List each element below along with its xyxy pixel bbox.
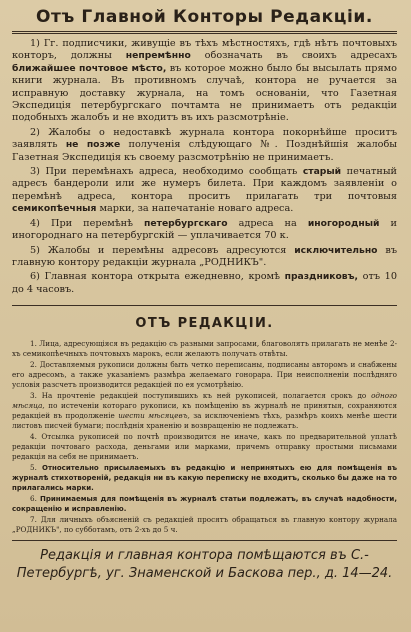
editorial-item: 5. Относительно присылаемыхъ въ редакцію и непринятыхъ ею для помѣщенія въ журналѣ стихотвореній, редакція ни въ какую переписку не входитъ, сколько бы даже на то прилагались марки.	[12, 463, 397, 493]
footer-divider	[12, 540, 397, 541]
editorial-item: 2. Доставляемыя рукописи должны быть четко переписаны, подписаны авторомъ и снабжены его адресомъ, а также указаніемъ размѣра желаемаго гонорара. При неисполненіи послѣдняго условія разсчетъ производится редакціей по ея усмотрѣнію.	[12, 360, 397, 390]
main-notices	[12, 38, 397, 296]
editorial-item: 3. На прочтеніе редакціей поступившихъ къ ней рукописей, полагается срокъ до одного мѣсяца, по истеченіи котораго рукописи, къ помѣщенію въ журналѣ не принятыя, сохраняются редакціей въ продолженіе шести мѣсяцевъ, за исключеніемъ тѣхъ, размѣръ коихъ менѣе шести листовъ писчей бумаги; послѣднія храненію и возвращенію не подлежатъ.	[12, 391, 398, 431]
notice-item: 3) При перемѣнахъ адреса, необходимо сообщать старый печатный адресъ бандероли или же нумеръ билета. При каждомъ заявленіи о перемѣнѣ адреса, контора проситъ прилагать три почтовыя семикопѣечныя марки, за напечатаніе новаго адреса.	[12, 166, 397, 215]
editorial-item: 4. Отсылка рукописей по почтѣ производится не иначе, какъ по предварительной уплатѣ редакціи почтоваго расхода, деньгами или марками, причемъ отправку простыми письмами редакція на себя не принимаетъ.	[12, 432, 397, 462]
notice-item: 2) Жалобы о недоставкѣ журнала контора покорнѣйше проситъ заявлять не позже полученія слѣдующаго №. Позднѣйшія жалобы Газетная Экспедиція къ своему разсмотрѣнію не принимаетъ.	[12, 126, 397, 163]
title-rule	[12, 31, 397, 32]
editorial-notices	[12, 339, 397, 535]
notice-item: 6) Главная контора открыта ежедневно, кромѣ праздниковъ, отъ 10 до 4 часовъ.	[12, 271, 398, 295]
section-title: ОТЪ РЕДАКЦІИ.	[135, 316, 274, 332]
footer-address: Редакція и главная контора помѣщаются въ С.-Петербургѣ, уг. Знаменской и Баскова пер., д. 14—24.	[16, 548, 393, 582]
editorial-item: 1. Лица, адресующіяся въ редакцію съ разными запросами, благоволятъ прилагать не менѣе 2-хъ семикопѣечныхъ почтовыхъ марокъ, если желаютъ получать отвѣты.	[12, 339, 397, 359]
editorial-item: 7. Для личныхъ объясненій съ редакціей просятъ обращаться въ главную контору журнала „РОДНИКЪ", по субботамъ, отъ 2-хъ до 5 ч.	[12, 515, 397, 535]
section-divider	[12, 305, 397, 306]
notice-item: 1) Гг. подписчики, живущіе въ тѣхъ мѣстностяхъ, гдѣ нѣтъ почтовыхъ конторъ, должны непремѣнно обозначать въ своихъ адресахъ ближайшее почтовое мѣсто, въ которое можно было бы высылать прямо книги журнала. Въ противномъ случаѣ, контора не ручается за исправную доставку журнала, на томъ основаніи, что Газетная Экспедиція петербургскаго почтамта не принимаетъ отъ редакціи подобныхъ жалобъ и не входитъ въ ихъ разсмотрѣніе.	[12, 38, 398, 124]
page-title: Отъ Главной Конторы Редакціи.	[35, 7, 373, 27]
editorial-item: 6. Принимаемыя для помѣщенія въ журналѣ статьи подлежатъ, въ случаѣ надобности, сокращенію и исправленію.	[12, 494, 397, 514]
notice-item: 5) Жалобы и перемѣны адресовъ адресуются исключительно въ главную контору редакціи журнала „РОДНИКЪ".	[12, 244, 397, 268]
notice-item: 4) При перемѣнѣ петербургскаго адреса на иногородный и иногороднаго на петербургскій — уплачивается 70 к.	[12, 217, 397, 242]
